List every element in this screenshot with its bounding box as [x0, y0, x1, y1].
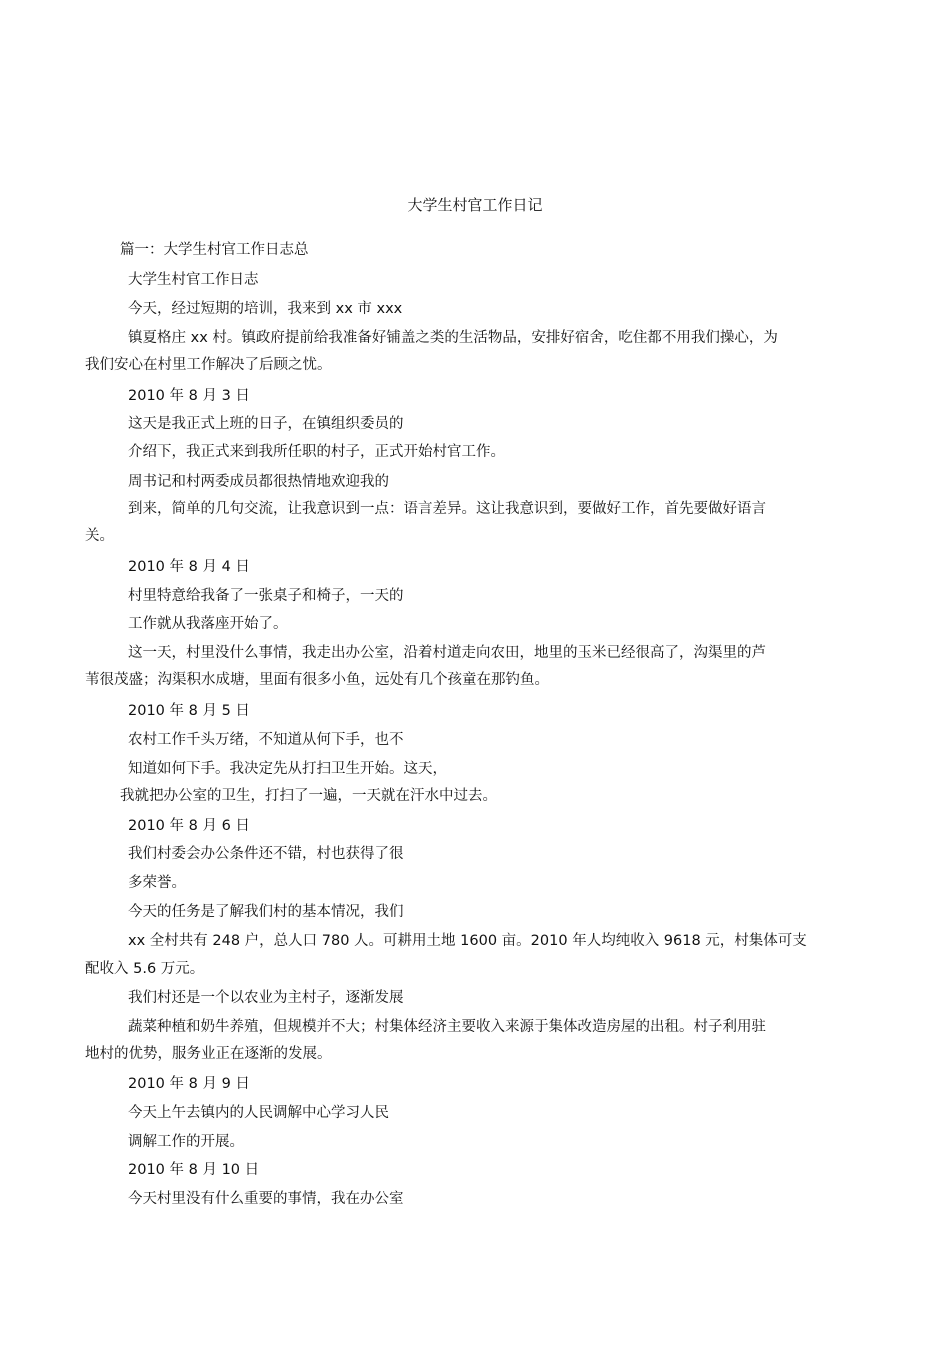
paragraph-line: 调解工作的开展。: [128, 1134, 244, 1150]
paragraph-line: 我们安心在村里工作解决了后顾之忧。: [85, 357, 332, 373]
paragraph-line: 关。: [85, 528, 114, 544]
paragraph-line: 地村的优势，服务业正在逐渐的发展。: [85, 1046, 332, 1062]
paragraph-line: 配收入 5.6 万元。: [85, 961, 205, 977]
paragraph-line: 苇很茂盛；沟渠积水成塘，里面有很多小鱼，远处有几个孩童在那钓鱼。: [85, 672, 549, 688]
date-line: 2010 年 8 月 6 日: [128, 818, 250, 834]
paragraph-line: 工作就从我落座开始了。: [128, 616, 288, 632]
paragraph-line: 多荣誉。: [128, 875, 186, 891]
date-line: 2010 年 8 月 3 日: [128, 388, 250, 404]
document-title: 大学生村官工作日记: [407, 196, 543, 214]
paragraph-line: 农村工作千头万绪，不知道从何下手，也不: [128, 732, 404, 748]
date-line: 2010 年 8 月 9 日: [128, 1076, 250, 1092]
date-line: 2010 年 8 月 10 日: [128, 1162, 260, 1178]
paragraph-line: 今天村里没有什么重要的事情，我在办公室: [128, 1191, 404, 1207]
paragraph-line: 今天的任务是了解我们村的基本情况，我们: [128, 904, 404, 920]
paragraph-line: 今天，经过短期的培训，我来到 xx 市 xxx: [128, 301, 403, 317]
paragraph-line: xx 全村共有 248 户，总人口 780 人。可耕用土地 1600 亩。2010 年人均纯收入 9618 元，村集体可支: [128, 933, 807, 949]
paragraph-line: 大学生村官工作日志: [128, 272, 259, 288]
paragraph-line: 我们村委会办公条件还不错，村也获得了很: [128, 846, 404, 862]
date-line: 2010 年 8 月 4 日: [128, 559, 250, 575]
paragraph-line: 村里特意给我备了一张桌子和椅子，一天的: [128, 588, 404, 604]
section-heading: 篇一：大学生村官工作日志总: [120, 242, 309, 258]
paragraph-line: 我们村还是一个以农业为主村子，逐渐发展: [128, 990, 404, 1006]
paragraph-line: 我就把办公室的卫生，打扫了一遍，一天就在汗水中过去。: [120, 788, 497, 804]
paragraph-line: 知道如何下手。我决定先从打扫卫生开始。这天，: [128, 761, 447, 777]
paragraph-line: 周书记和村两委成员都很热情地欢迎我的: [128, 474, 389, 490]
paragraph-line: 镇夏格庄 xx 村。镇政府提前给我准备好铺盖之类的生活物品，安排好宿舍，吃住都不用我们操心，为: [128, 330, 778, 346]
paragraph-line: 这天是我正式上班的日子，在镇组织委员的: [128, 416, 404, 432]
paragraph-line: 到来，简单的几句交流，让我意识到一点：语言差异。这让我意识到，要做好工作，首先要做好语言: [128, 501, 766, 517]
date-line: 2010 年 8 月 5 日: [128, 703, 250, 719]
paragraph-line: 今天上午去镇内的人民调解中心学习人民: [128, 1105, 389, 1121]
paragraph-line: 这一天，村里没什么事情，我走出办公室，沿着村道走向农田，地里的玉米已经很高了，沟渠里的芦: [128, 645, 766, 661]
paragraph-line: 介绍下，我正式来到我所任职的村子，正式开始村官工作。: [128, 444, 505, 460]
paragraph-line: 蔬菜种植和奶牛养殖，但规模并不大；村集体经济主要收入来源于集体改造房屋的出租。村子利用驻: [128, 1019, 766, 1035]
